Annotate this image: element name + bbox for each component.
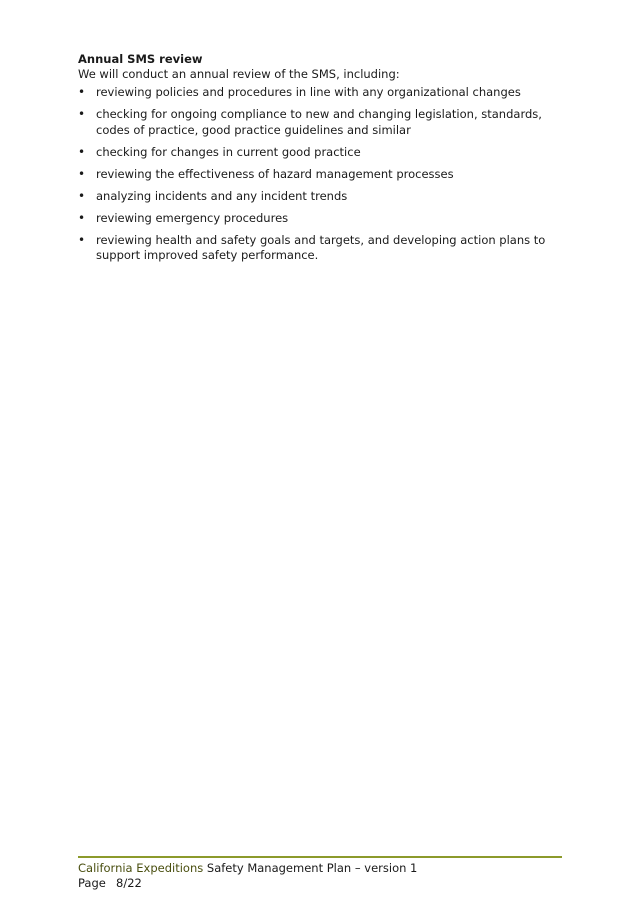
review-items-list — [78, 85, 568, 264]
bullet-icon: • — [78, 85, 86, 99]
list-item — [78, 189, 568, 205]
page-footer — [78, 856, 562, 891]
bullet-icon: • — [78, 232, 86, 247]
list-item — [78, 85, 568, 101]
bullet-icon: • — [78, 166, 86, 181]
list-item-text: checking for ongoing compliance to new and changing legislation, standards, codes of practice, good practice guidelines and similar — [96, 107, 542, 137]
footer-divider — [78, 856, 562, 858]
footer-document-title: Safety Management Plan – version 1 — [203, 861, 418, 875]
page-number: 8/22 — [116, 876, 142, 890]
section-title: Annual SMS review — [78, 52, 203, 66]
list-item-text: reviewing the effectiveness of hazard management processes — [96, 166, 454, 181]
bullet-icon: • — [78, 210, 86, 225]
section-intro: We will conduct an annual review of the SMS, including: — [78, 67, 400, 81]
page-label: Page — [78, 876, 106, 890]
list-item-text: reviewing emergency procedures — [96, 210, 289, 225]
bullet-icon: • — [78, 188, 86, 203]
list-item-text: reviewing policies and procedures in line with any organizational changes — [96, 85, 521, 99]
bullet-icon: • — [78, 107, 86, 121]
footer-organization: California Expeditions — [78, 861, 204, 875]
footer-title-line — [78, 861, 562, 876]
list-item-text: checking for changes in current good practice — [96, 144, 361, 159]
list-item — [78, 211, 568, 227]
list-item — [78, 167, 568, 183]
bullet-icon: • — [78, 144, 86, 159]
list-item — [78, 107, 568, 138]
list-item — [78, 145, 568, 161]
list-item — [78, 233, 568, 264]
footer-page-line — [78, 876, 562, 891]
list-item-text: analyzing incidents and any incident trends — [96, 188, 348, 203]
document-body — [78, 52, 568, 270]
list-item-text: reviewing health and safety goals and targets, and developing action plans to support improved safety performance. — [96, 232, 546, 262]
